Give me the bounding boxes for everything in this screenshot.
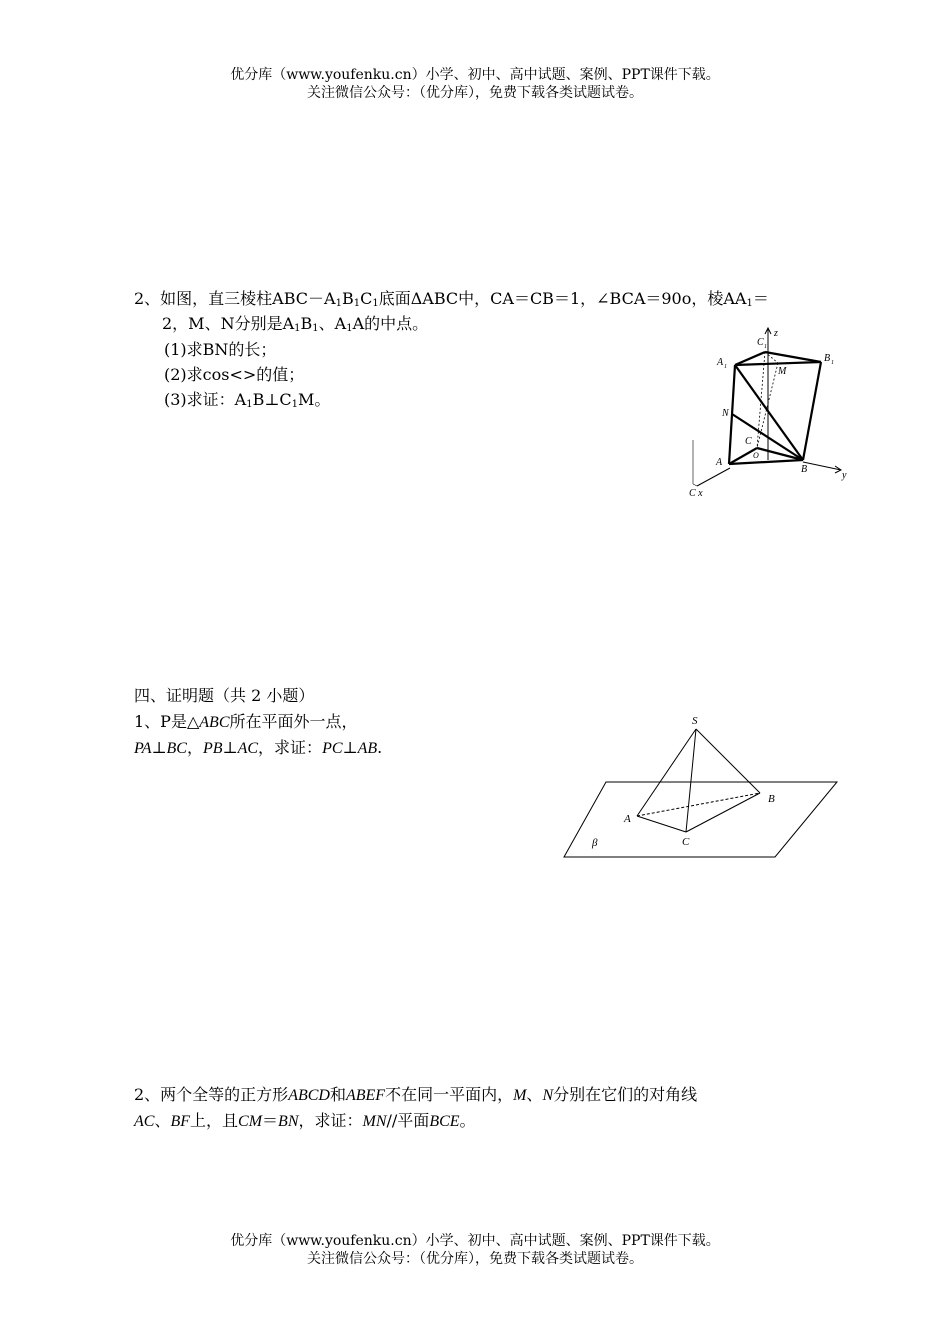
header-line-1: 优分库（www.youfenku.cn）小学、初中、高中试题、案例、PPT课件下载。 xyxy=(230,67,720,83)
proof2-line2: AC、BF上，且CM＝BN，求证：MN//平面BCE。 xyxy=(134,1111,476,1130)
label-O: O xyxy=(753,451,759,460)
label-C: C xyxy=(682,836,690,848)
header-line-2: 关注微信公众号：（优分库），免费下载各类试题试卷。 xyxy=(307,85,643,101)
edge-SA xyxy=(637,729,696,816)
label-B1-sub: 1 xyxy=(831,360,834,366)
label-C1: C xyxy=(757,337,764,348)
edge-AB-hidden xyxy=(637,793,760,816)
footer-line-2: 关注微信公众号：（优分库），免费下载各类试题试卷。 xyxy=(307,1251,643,1267)
label-z: z xyxy=(774,328,778,339)
problem2-line1: 2、如图，直三棱柱$ABC-A_1B_1C_1$底面ΔABC中，CA＝CB＝1，∠BCA＝90o，棱$AA_1=$ xyxy=(134,289,769,309)
label-A1: A xyxy=(717,357,724,368)
edge-C1B1 xyxy=(765,352,821,362)
proof1-line1: 1、P是△ABC所在平面外一点， xyxy=(134,712,358,731)
problem2-question3: (3)求证：$A_1B\perp C_1M$。 xyxy=(164,390,331,410)
problem2-line2: 2，M、N分别是$A_1B_1$、$A_1A$的中点。 xyxy=(162,314,429,334)
edge-CB xyxy=(686,793,760,832)
proof1-line2: PA⊥BC，PB⊥AC，求证：PC⊥AB. xyxy=(134,738,383,757)
pyramid-figure xyxy=(560,712,845,862)
label-C: C xyxy=(745,436,752,447)
label-S: S xyxy=(692,715,698,727)
label-C1-sub: 1 xyxy=(764,344,767,350)
edge-B1B xyxy=(803,362,821,460)
section4-title: 四、证明题（共 2 小题） xyxy=(134,686,315,705)
edge-AB xyxy=(729,460,803,464)
label-B: B xyxy=(768,793,775,805)
label-Cx: C x xyxy=(689,488,703,499)
label-A: A xyxy=(624,813,631,825)
x-axis xyxy=(697,468,730,486)
label-A1-sub: 1 xyxy=(724,364,727,370)
label-B: B xyxy=(801,464,808,475)
edge-AC xyxy=(637,816,686,832)
label-y: y xyxy=(842,470,847,481)
label-N: N xyxy=(722,408,729,419)
edge-SB xyxy=(696,729,760,793)
problem2-question2: (2)求cos<>的值； xyxy=(164,365,305,384)
label-A: A xyxy=(716,457,723,468)
label-B1: B xyxy=(824,353,831,364)
plane-beta xyxy=(564,782,837,857)
problem2-question1: (1)求BN的长； xyxy=(164,340,277,359)
label-M: M xyxy=(778,366,787,377)
footer-line-1: 优分库（www.youfenku.cn）小学、初中、高中试题、案例、PPT课件下载。 xyxy=(230,1233,720,1249)
proof2-line1: 2、两个全等的正方形ABCD和ABEF不在同一平面内，M、N分别在它们的对角线 xyxy=(134,1085,698,1104)
label-beta: β xyxy=(592,837,598,849)
prism-figure xyxy=(685,322,865,504)
edge-SC xyxy=(686,729,696,832)
